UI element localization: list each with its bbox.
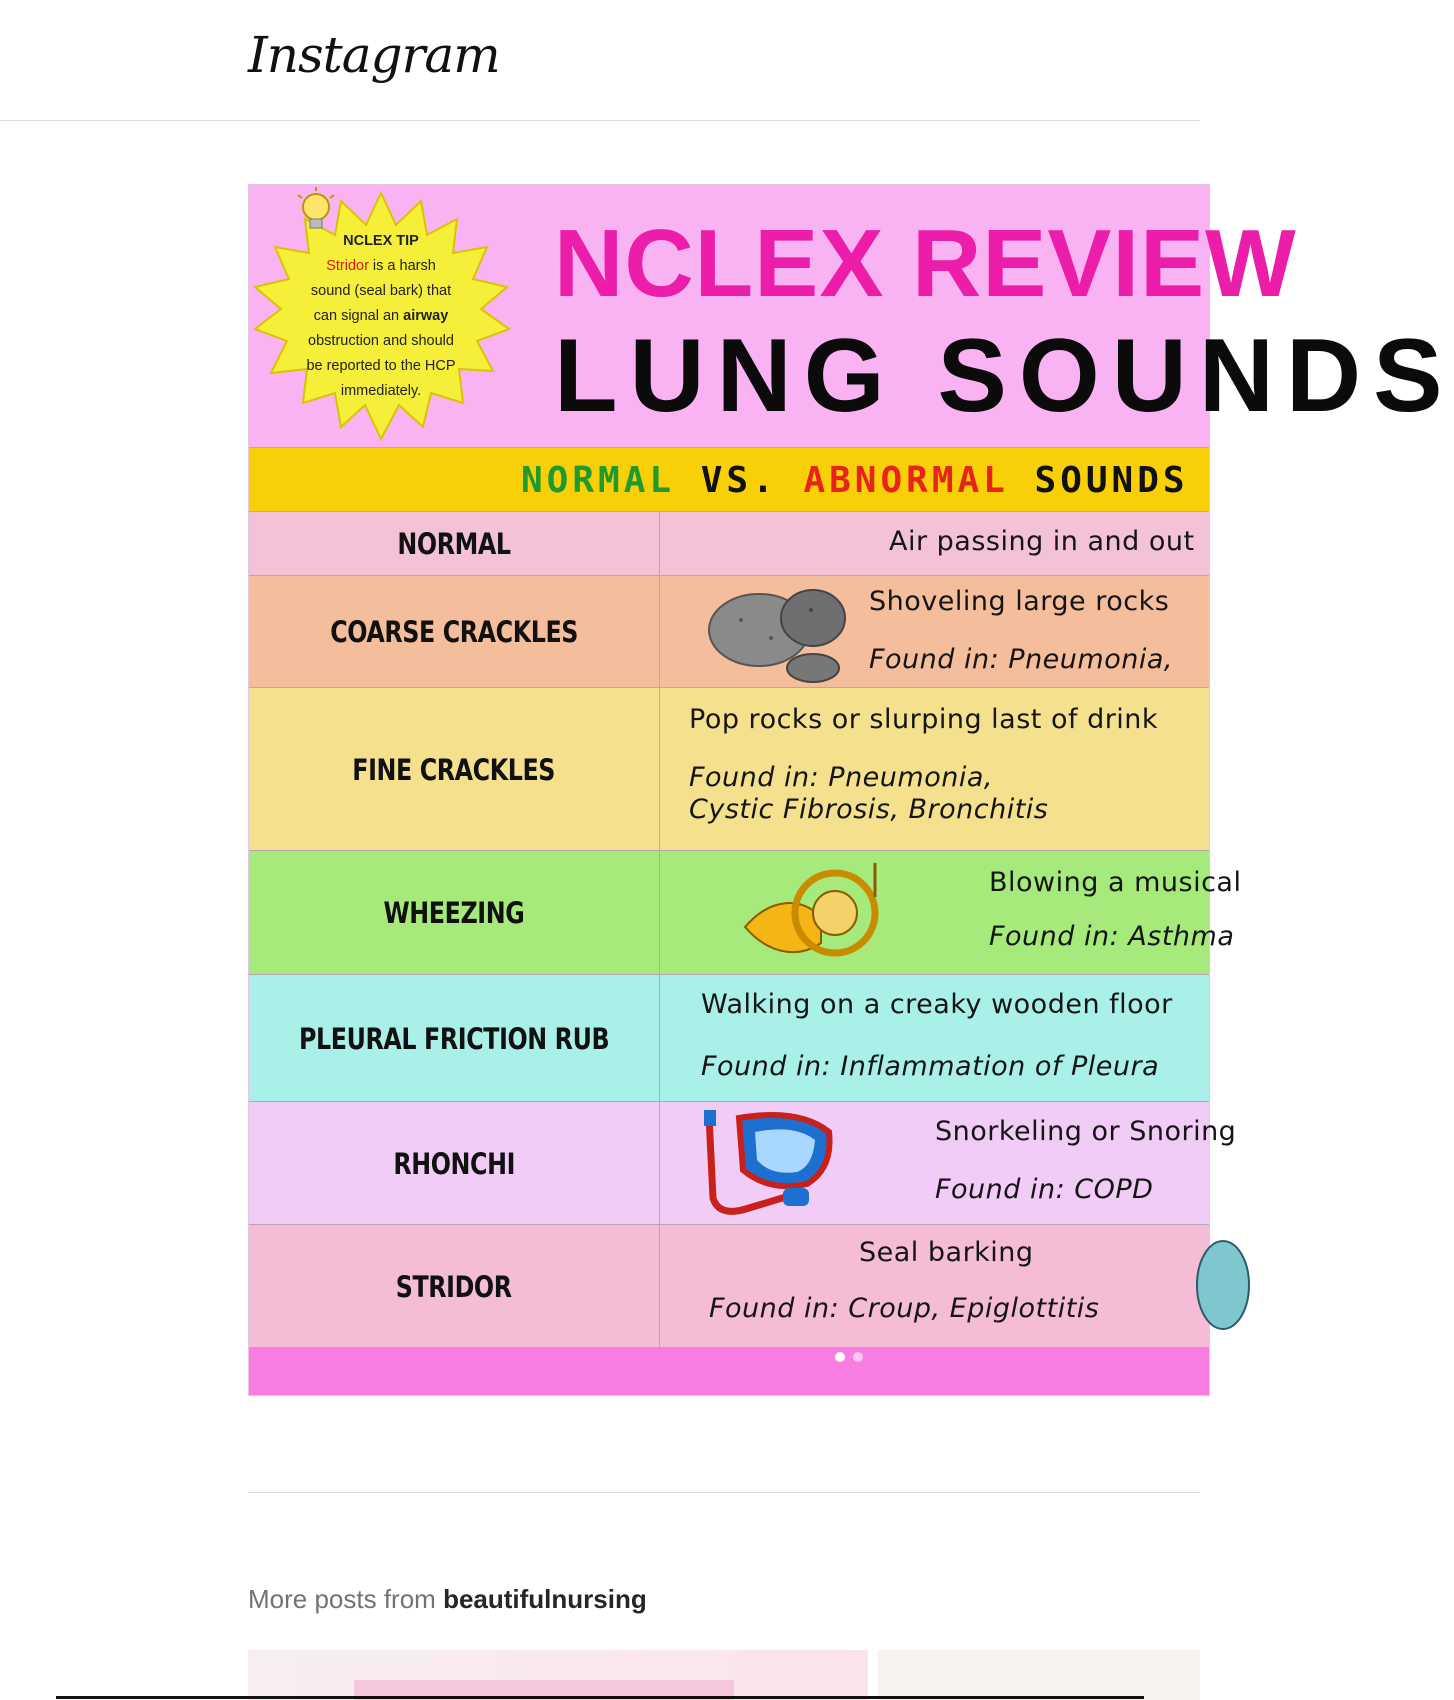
row-label: FINE CRACKLES xyxy=(249,688,660,851)
tip-title: NCLEX TIP xyxy=(343,233,419,249)
row-description: Walking on a creaky wooden floor xyxy=(701,989,1173,1020)
snorkel-mask-icon xyxy=(699,1108,839,1222)
top-navigation-bar xyxy=(0,0,1200,121)
row-description: Shoveling large rocks xyxy=(869,586,1170,617)
row-found-in: Found in: Croup, Epiglottitis xyxy=(709,1293,1100,1324)
post-title-nclex-review: NCLEX REVIEW xyxy=(554,210,1297,317)
table-row-coarse-crackles xyxy=(249,575,1209,688)
row-found-in: Found in: Asthma xyxy=(989,921,1235,952)
row-found-in: Found in: Pneumonia, xyxy=(689,762,993,793)
row-label: STRIDOR xyxy=(249,1225,660,1348)
more-posts-account-link[interactable]: beautifulnursing xyxy=(443,1584,647,1614)
row-description: Air passing in and out xyxy=(889,526,1195,557)
subheader-text: NORMAL VS. ABNORMAL SOUNDS xyxy=(521,460,1189,501)
thumbnail-post-2[interactable] xyxy=(878,1650,1200,1700)
tip-line-5: be reported to the HCP xyxy=(306,358,456,374)
row-description: Seal barking xyxy=(859,1237,1034,1268)
instagram-logo[interactable]: Instagram xyxy=(248,26,500,84)
subheader-band xyxy=(249,447,1209,512)
table-row-wheezing xyxy=(249,850,1242,975)
table-row-rhonchi xyxy=(249,1101,1237,1225)
row-found-in: Found in: Pneumonia, xyxy=(869,644,1173,675)
row-found-in-cont: Cystic Fibrosis, Bronchitis xyxy=(689,794,1049,825)
carousel-indicator[interactable] xyxy=(835,1349,871,1367)
more-posts-label: More posts from xyxy=(248,1584,444,1614)
row-description: Snorkeling or Snoring xyxy=(935,1116,1237,1147)
table-row-stridor xyxy=(249,1224,1209,1348)
row-label: WHEEZING xyxy=(249,851,660,975)
seal-icon xyxy=(1187,1235,1227,1335)
post-header-area xyxy=(249,185,1454,447)
tip-line-1: Stridor is a harsh xyxy=(326,258,436,274)
french-horn-icon xyxy=(741,857,891,969)
post-footer-band xyxy=(249,1347,1209,1395)
more-posts-thumbnails xyxy=(248,1650,1200,1700)
row-found-in: Found in: COPD xyxy=(935,1174,1154,1205)
row-label: COARSE CRACKLES xyxy=(249,576,660,688)
tip-line-6: immediately. xyxy=(340,383,422,399)
carousel-dot[interactable] xyxy=(853,1352,863,1362)
bottom-edge-line xyxy=(56,1696,1144,1699)
rocks-icon xyxy=(701,580,851,684)
section-divider xyxy=(248,1492,1200,1493)
table-row-normal xyxy=(249,511,1209,576)
tip-line-2: sound (seal bark) that xyxy=(310,283,452,299)
thumbnail-post-1[interactable] xyxy=(248,1650,868,1700)
row-description: Pop rocks or slurping last of drink xyxy=(689,704,1159,735)
row-label: RHONCHI xyxy=(249,1102,660,1225)
table-row-pleural-friction-rub xyxy=(249,974,1209,1102)
row-label: PLEURAL FRICTION RUB xyxy=(249,975,660,1102)
tip-line-4: obstruction and should xyxy=(308,333,454,349)
nclex-tip-text xyxy=(291,229,471,404)
row-description: Blowing a musical xyxy=(989,867,1242,898)
carousel-dot-active[interactable] xyxy=(835,1352,845,1362)
more-posts-heading xyxy=(248,1584,647,1615)
post-title-lung-sounds: LUNG SOUNDS xyxy=(554,318,1454,434)
post-image-carousel[interactable] xyxy=(248,184,1454,1396)
tip-line-3: can signal an airway xyxy=(313,308,449,324)
table-row-fine-crackles xyxy=(249,687,1209,851)
row-label: NORMAL xyxy=(249,512,660,576)
row-found-in: Found in: Inflammation of Pleura xyxy=(701,1051,1160,1082)
